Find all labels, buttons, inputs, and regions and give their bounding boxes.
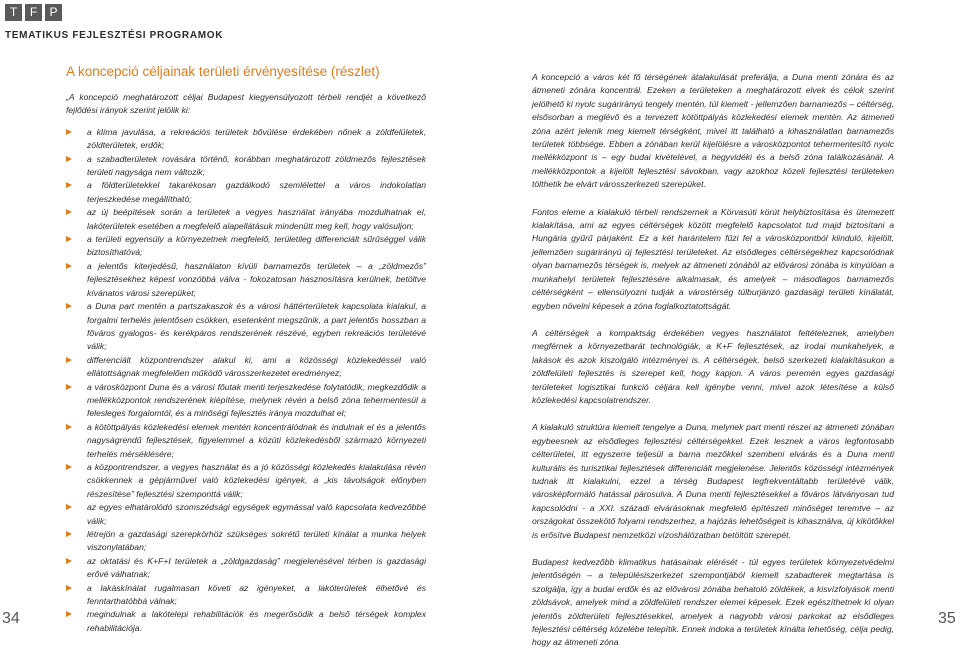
bullet-item [66,381,426,421]
bullet-item [66,555,426,582]
page-number-right: 35 [938,610,956,627]
bullet-text: a jelentős kiterjedésű, használaton kívüli barnamezős területek – a „zöldmezős” fejlesztésekhez képest vonzóbbá válva - fokozatosan hasznosításra kerülnek, betöltve kívánatos városi szerepüket; [87,260,426,298]
logo-letter-t: T [5,4,22,21]
bullet-text: a lakáskínálat rugalmasan követi az igényeket, a lakóterületek élhetővé és fenntarthatóbbá válnak; [87,582,426,607]
bullet-arrow-icon [66,611,72,617]
bullet-text: az egyes elhatárolódó szomszédsági egységek egymással való kapcsolata kedvezőbbé válik; [87,502,426,526]
bullet-arrow-icon [66,156,72,162]
bullet-item [66,300,426,354]
bullet-text: a klíma javulása, a rekreációs területek bővülése érdekében nőnek a zöldfelületek, zöldterületek, erdők; [87,126,426,151]
tfp-logo [5,4,62,21]
body-paragraph: Budapest kedvezőbb klimatikus hatásainak elérését - túl egyes területek környezetvédelmi jelentőségén – a településiszerkezet szempontjából kiemelt szabadterek megtartása is szolgálja, így a budai erdők és az elővárosi zónába behatoló zöldékek, a kisvízfolyások menti zöldsávok, amelyek mind a zöldfelületi rendszer elemei képesek. Ezek egészíthetnek ki olyan jelentős zöldterületi fejlesztésekkel, amelyek a nagyobb városi parkokat az elsődleges fejlesztési céltérség közelébe telepítik. Ennek indoka a területek kínálta lehetőség, célja pedig, hogy az átmeneti zóna [532,557,894,648]
bullet-text: az oktatási és K+F+I területek a „zöldgazdaság” megjelenésével térben is gazdasági erővé válhatnak; [87,555,426,580]
bullet-item [66,501,426,528]
bullet-arrow-icon [66,464,72,470]
bullet-item [66,354,426,381]
bullet-arrow-icon [66,384,72,390]
bullet-item [66,608,426,635]
bullet-item [66,582,426,609]
brand-title: TEMATIKUS FEJLESZTÉSI PROGRAMOK [5,30,224,41]
bullet-text: a Duna part mentén a partszakaszok és a városi háttérterületek kapcsolata kialakul, a forgalmi terhelés jelentősen csökken, esetenként megszűnik, a part jelentős hosszban a főváros gyalogos- és kerékpáros rendszerének részévé, egyben rekreációs területévé válik; [87,301,426,352]
bullet-arrow-icon [66,236,72,242]
bullet-item [66,260,426,300]
bullet-arrow-icon [66,209,72,215]
bullet-item [66,233,426,260]
bullet-arrow-icon [66,424,72,430]
bullet-arrow-icon [66,182,72,188]
bullet-list [66,126,426,635]
bullet-arrow-icon [66,531,72,537]
bullet-arrow-icon [66,357,72,363]
body-paragraph: A koncepció a város két fő térségének átalakulását preferálja, a Duna menti zónára és az átmeneti zónára koncentrál. Ezeken a területeken a meghatározott elvek és célok szerint jelölhető ki nyolc sugárirányú tengely mentén, túl kiemelt - jellemzően barnamezős – céltérség, elsősorban a meglévő és a tervezett kötöttpályás közlekedési elemek mentén. Az átmeneti zóna azért jelenik meg kiemelt térségként, mivel itt található a kihasználatlan barnamezős területek többsége. Ebben a zónában kerül kijelölésre a városközpontot tehermentesítő nyolc mellékközpont is – egy budai kivételével, a hegyvidéki és a belső zóna találkozásánál. A mellékközpontok a kijelölt fejlesztési sávokban, vagy azokhoz közeli fejlesztési területeken tölthetik be elvárt városszerkezeti szerepüket. [532,72,894,190]
bullet-arrow-icon [66,263,72,269]
bullet-arrow-icon [66,303,72,309]
bullet-item [66,528,426,555]
page-number-left: 34 [2,610,20,627]
body-paragraph: A kialakuló struktúra kiemelt tengelye a Duna, melynek part menti részei az átmeneti zónában egybeesnek az elsődleges fejlesztési céltérségekkel. Ezek lesznek a város legfontosabb célterületei, itt egyszerre teljesül a barna mezőkkel szembeni elvárás és a Duna menti kulturális és turisztikai fejlesztések differenciált megjelenése. Jelentős közösségi intézmények tudnak itt kialakulni, ezzel a térség Budapest legfrekventáltabb területévé válik, városképformáló hatással párosulva. A Duna menti fejlesztésekkel a főváros látványosan tud kapcsolódni - a XXI. századi elvárásoknak megfelelő építészeti minőséget teremtve – az országokat összekötő folyami rendszerhez, a hajózás lehetőségeit is kihasználva, új kikötőkkel is erősítve Budapest nemzetközi vízoshálózatban betöltött szerepét. [532,422,894,540]
bullet-text: a kötöttpályás közlekedési elemek mentén koncentrálódnak és indulnak el és a jelentős nagyságrendű fejlesztések, figyelemmel a közúti közlekedésből származó környezeti terhelés mérséklésére; [87,421,426,459]
body-paragraph: Fontos eleme a kialakuló térbeli rendszernek a Körvasúti körút helybiztosítása és ütemezett kialakítása, ami az egyes céltérségek között megfelelő kapcsolatot tud majd biztosítani a Hungária gyűrű párjaként. Ez a két harántelem fűzi fel a városközpontból kiinduló, kijelölt, jellemzően sugárirányú új fejlesztési területeket. Az elsődleges céltérségekhez kapcsolódnak olyan barnamezős térségek is, melyek az átmeneti zónából az elővárosi zónába is kinyúlóan a munkahelyi területek fejlesztésére alkalmasak, és amelyek – másodlagos barnamezős céltérségként – ellensúlyozni tudják a várostérség túlburjánzó gazdasági területi kínálatát, egyben növelni képesek a zóna foglalkoztatottságát. [532,206,894,311]
body-paragraph: A céltérségek a kompaktság érdekében vegyes használatot feltételeznek, amelyben megférnek a környezetbarát technológiák, a K+F fejlesztések, az irodai munkahelyek, a lakások és azok kiszolgáló intézményei is. A céltérségek, belső szerkezeti kialakításukon a zöldfelületi fejlesztés is szerepet kell, hogy kapjon. A város peremén egyes gazdasági területeket logisztikai funkció céljára kell igénybe venni, mivel azok létesítése a külső közlekedési kapcsolatrendszer. [532,327,894,405]
bullet-arrow-icon [66,558,72,564]
bullet-item [66,461,426,501]
bullet-item [66,153,426,180]
bullet-text: létrejön a gazdasági szerepkörhöz szükséges sokrétű területi kínálat a munka helyek viszonylatában; [87,529,426,553]
right-column [532,71,894,664]
bullet-text: megindulnak a lakótelepi rehabilitációk és megerősödik a belső térségek komplex rehabilitációja. [87,609,426,633]
left-column [66,64,426,635]
intro-paragraph: „A koncepció meghatározott céljai Budapest kiegyensúlyozott térbeli rendjét a következő fejlődési irányok szerint jelölik ki: [66,92,426,116]
logo-letter-p: P [45,4,62,21]
section-title: A koncepció céljainak területi érvényesítése (részlet) [66,64,380,79]
bullet-text: a városközpont Duna és a városi főutak menti terjeszkedése folytatódik, megkezdődik a mellékközpontok rendszerének kiépítése, melynek révén a belső zóna tehermentesül a felesleges forgalomtól, és a minőségi fejlesztés iránya mozdulhat el; [87,381,426,419]
bullet-item [66,206,426,233]
bullet-text: differenciált központrendszer alakul ki, ami a közösségi közlekedéssel való ellátottságnak megfelelően működő városszerkezetet eredményez; [87,354,426,379]
bullet-text: a területi egyensúly a környezetnek megfelelő, területileg differenciált sűrűséggel válik biztosíthatóvá; [87,234,426,258]
bullet-item [66,126,426,153]
bullet-item [66,421,426,461]
bullet-text: a szabadterületek rovására történő, korábban meghatározott zöldmezős fejlesztések területi nagysága nem változik; [87,153,426,178]
bullet-text: a központrendszer, a vegyes használat és a jó közösségi közlekedés kialakulása révén csökkennek a gépjárművel való közlekedési igények, a „kis távolságok előnyben részesítése” fejlesztési szemponttá válik; [87,461,426,499]
bullet-text: a földterületekkel takarékosan gazdálkodó szemlélettel a város indokolatlan terjeszkedése megállítható; [87,180,426,204]
bullet-arrow-icon [66,504,72,510]
bullet-arrow-icon [66,129,72,135]
bullet-item [66,179,426,206]
bullet-text: az új beépítések során a területek a vegyes használat irányába mozdulhatnak el, lakóterületek esetében a megfelelő alapellátásuk mindenütt meg kell, hogy valósuljon; [87,207,426,231]
bullet-arrow-icon [66,585,72,591]
logo-letter-f: F [25,4,42,21]
